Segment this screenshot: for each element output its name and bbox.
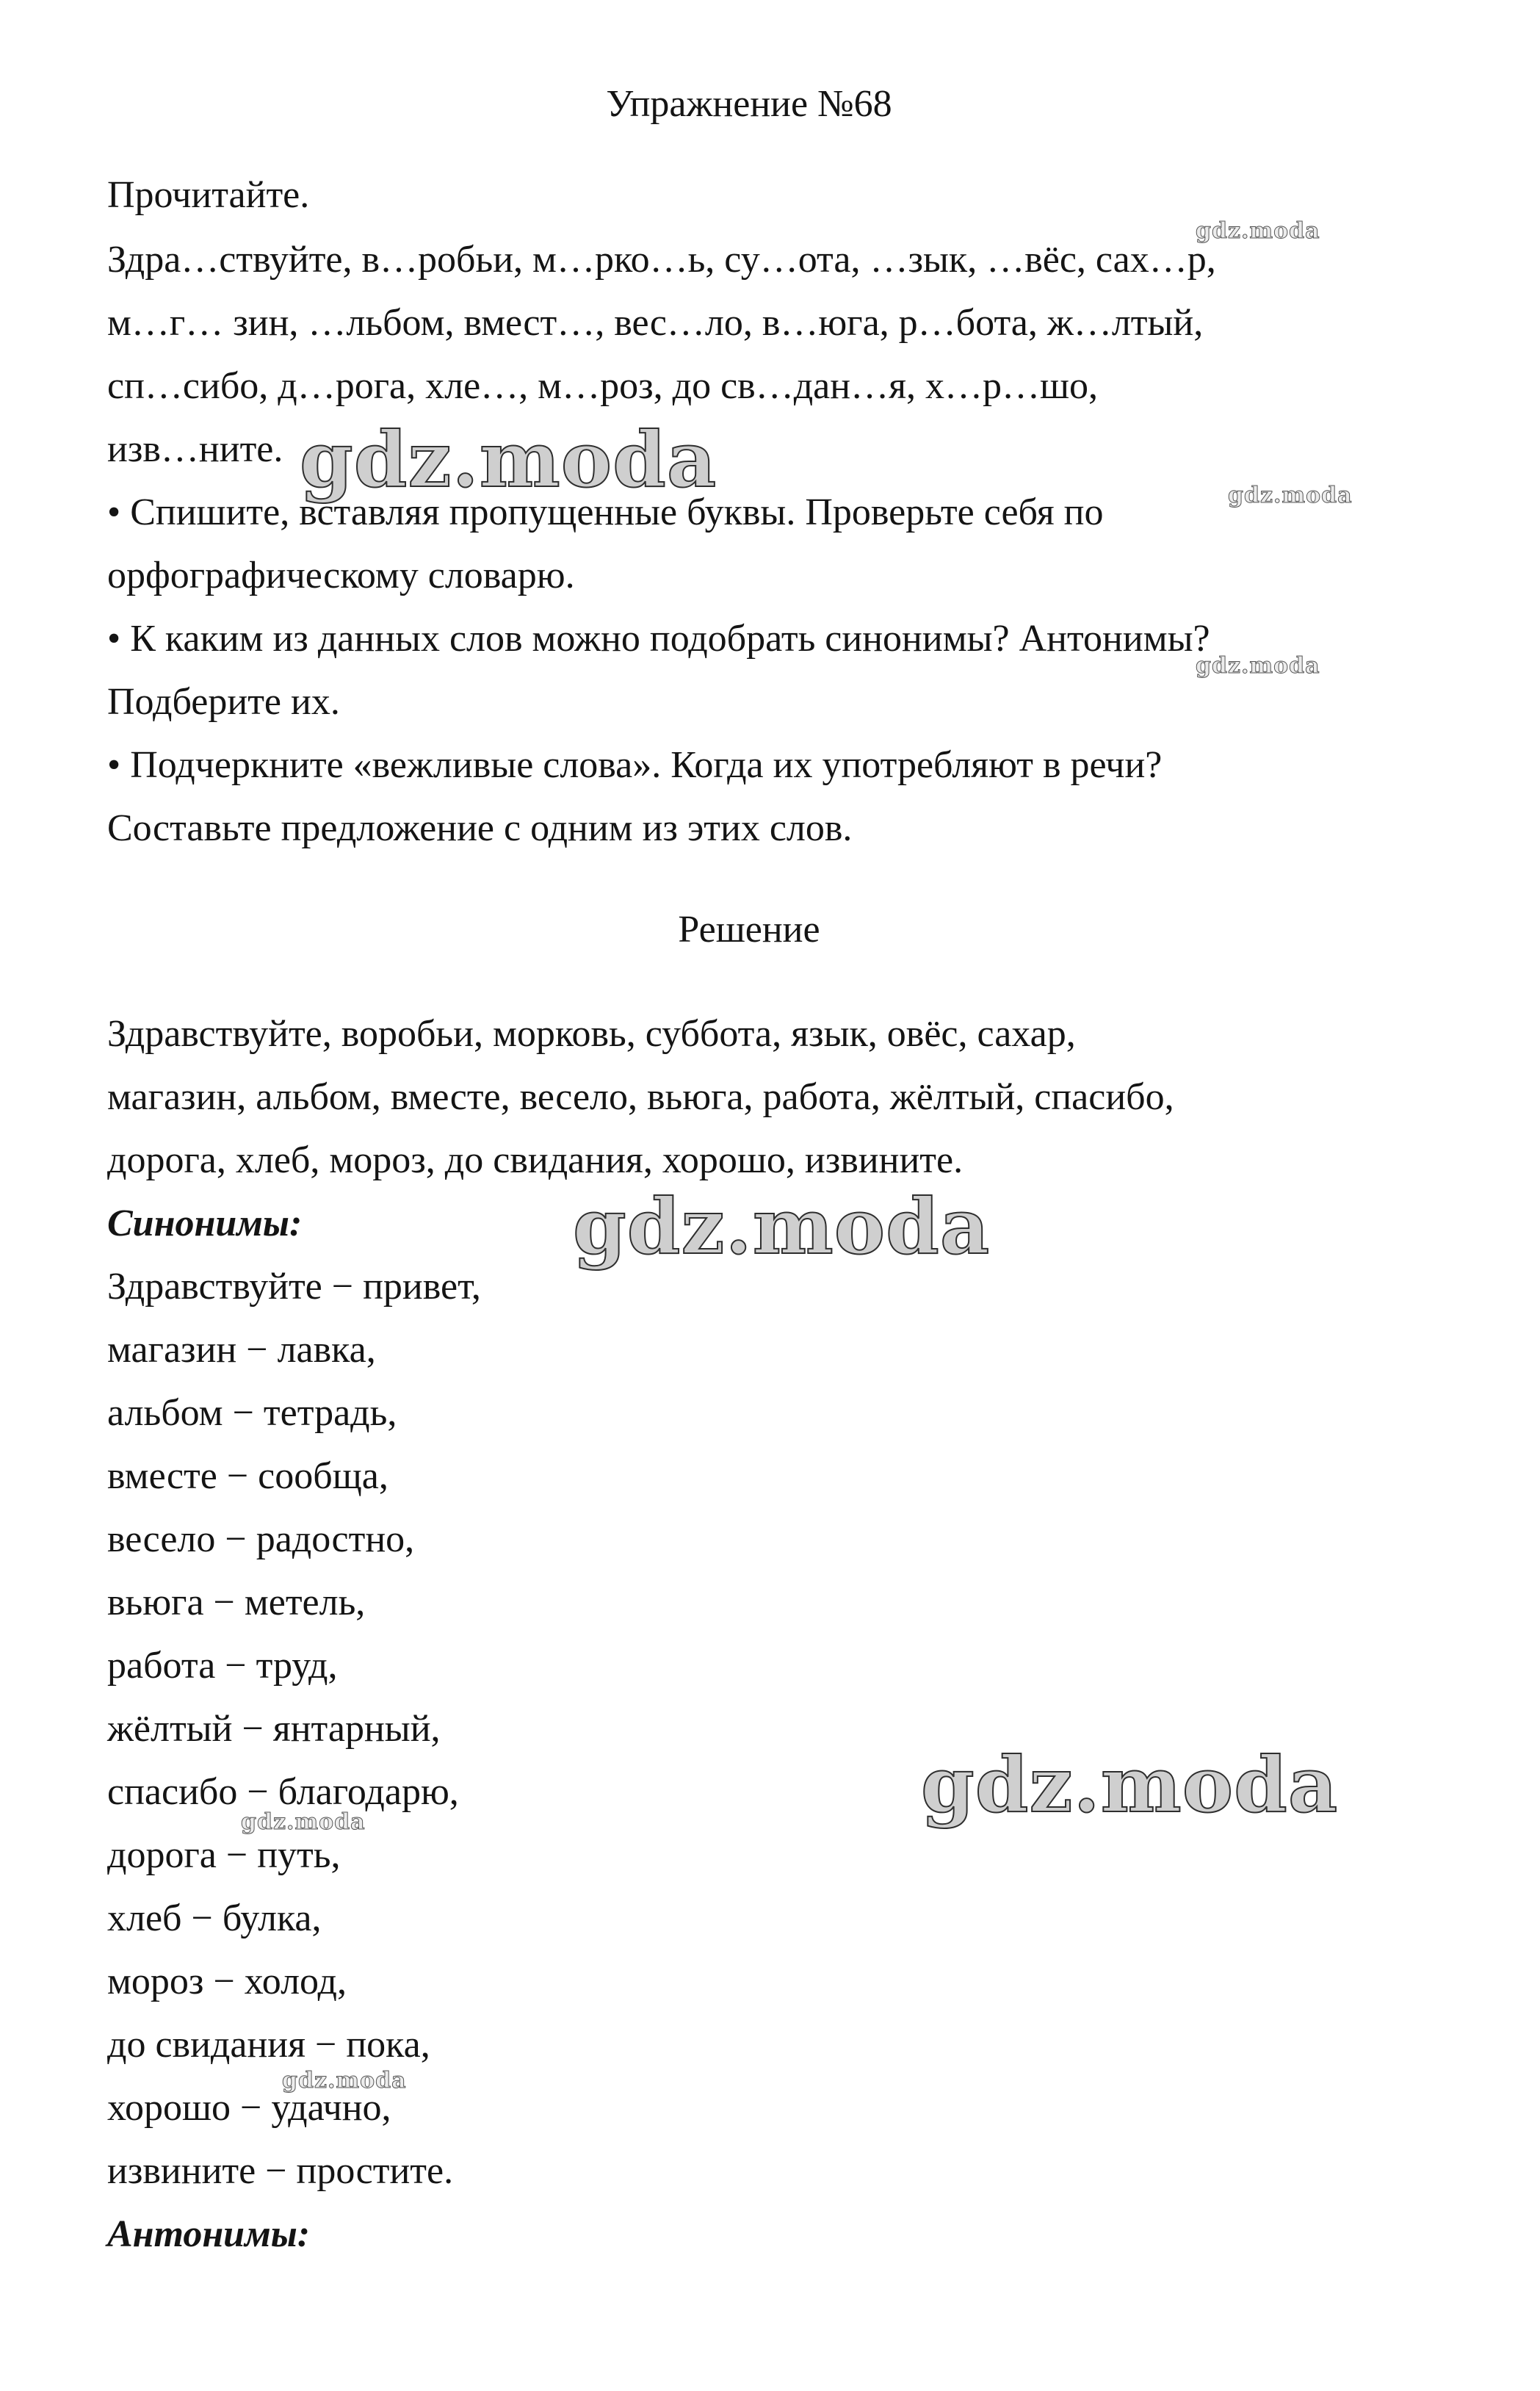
solution-line: дорога, хлеб, мороз, до свидания, хорошо, извините. xyxy=(107,1139,964,1181)
synonym-pair: хлеб − булка, xyxy=(107,1897,322,1939)
task-line: орфографическому словарю. xyxy=(107,555,575,596)
watermark: gdz.moda xyxy=(241,1809,366,1835)
solution-line: Здравствуйте, воробьи, морковь, суббота, язык, овёс, сахар, xyxy=(107,1013,1076,1055)
solution-heading: Решение xyxy=(678,909,820,951)
synonym-pair: мороз − холод, xyxy=(107,1961,347,2002)
watermark: gdz.moda xyxy=(1228,483,1353,508)
task-line: • Подчеркните «вежливые слова». Когда их употребляют в речи? xyxy=(107,744,1163,786)
watermark: gdz.moda xyxy=(300,414,717,505)
synonym-pair: магазин − лавка, xyxy=(107,1329,376,1371)
synonym-pair: извините − простите. xyxy=(107,2150,454,2192)
task-line: сп…сибо, д…рога, хле…, м…роз, до св…дан…я, х…р…шо, xyxy=(107,365,1099,407)
task-line: • К каким из данных слов можно подобрать синонимы? Антонимы? xyxy=(107,618,1210,660)
synonym-pair: вместе − сообща, xyxy=(107,1455,388,1497)
task-line: Составьте предложение с одним из этих слов. xyxy=(107,807,853,849)
task-line: Подберите их. xyxy=(107,681,340,723)
synonym-pair: вьюга − метель, xyxy=(107,1582,366,1623)
antonyms-heading: Антонимы: xyxy=(107,2213,311,2255)
synonyms-heading: Синонимы: xyxy=(107,1202,303,1244)
task-line: Здра…ствуйте, в…робьи, м…рко…ь, су…ота, …зык, …вёс, сах…р, xyxy=(107,239,1216,281)
watermark: gdz.moda xyxy=(573,1181,991,1272)
solution-line: магазин, альбом, вместе, весело, вьюга, работа, жёлтый, спасибо, xyxy=(107,1076,1174,1118)
task-line: изв…ните. xyxy=(107,428,283,470)
watermark: gdz.moda xyxy=(1196,218,1320,244)
task-line: Прочитайте. xyxy=(107,174,310,216)
synonym-pair: жёлтый − янтарный, xyxy=(107,1708,441,1750)
synonym-pair: весело − радостно, xyxy=(107,1518,415,1560)
watermark: gdz.moda xyxy=(282,2068,407,2094)
synonym-pair: до свидания − пока, xyxy=(107,2024,430,2066)
synonym-pair: работа − труд, xyxy=(107,1645,338,1687)
synonym-pair: спасибо − благодарю, xyxy=(107,1771,459,1813)
exercise-title: Упражнение №68 xyxy=(606,83,892,125)
watermark: gdz.moda xyxy=(1196,653,1320,679)
synonym-pair: Здравствуйте − привет, xyxy=(107,1266,481,1308)
task-line: м…г… зин, …льбом, вмест…, вес…ло, в…юга, р…бота, ж…лтый, xyxy=(107,302,1204,344)
synonym-pair: дорога − путь, xyxy=(107,1834,341,1876)
synonym-pair: альбом − тетрадь, xyxy=(107,1392,397,1434)
synonym-pair: хорошо − удачно, xyxy=(107,2087,391,2129)
watermark: gdz.moda xyxy=(921,1739,1339,1830)
task-line: • Спишите, вставляя пропущенные буквы. Проверьте себя по xyxy=(107,491,1104,533)
